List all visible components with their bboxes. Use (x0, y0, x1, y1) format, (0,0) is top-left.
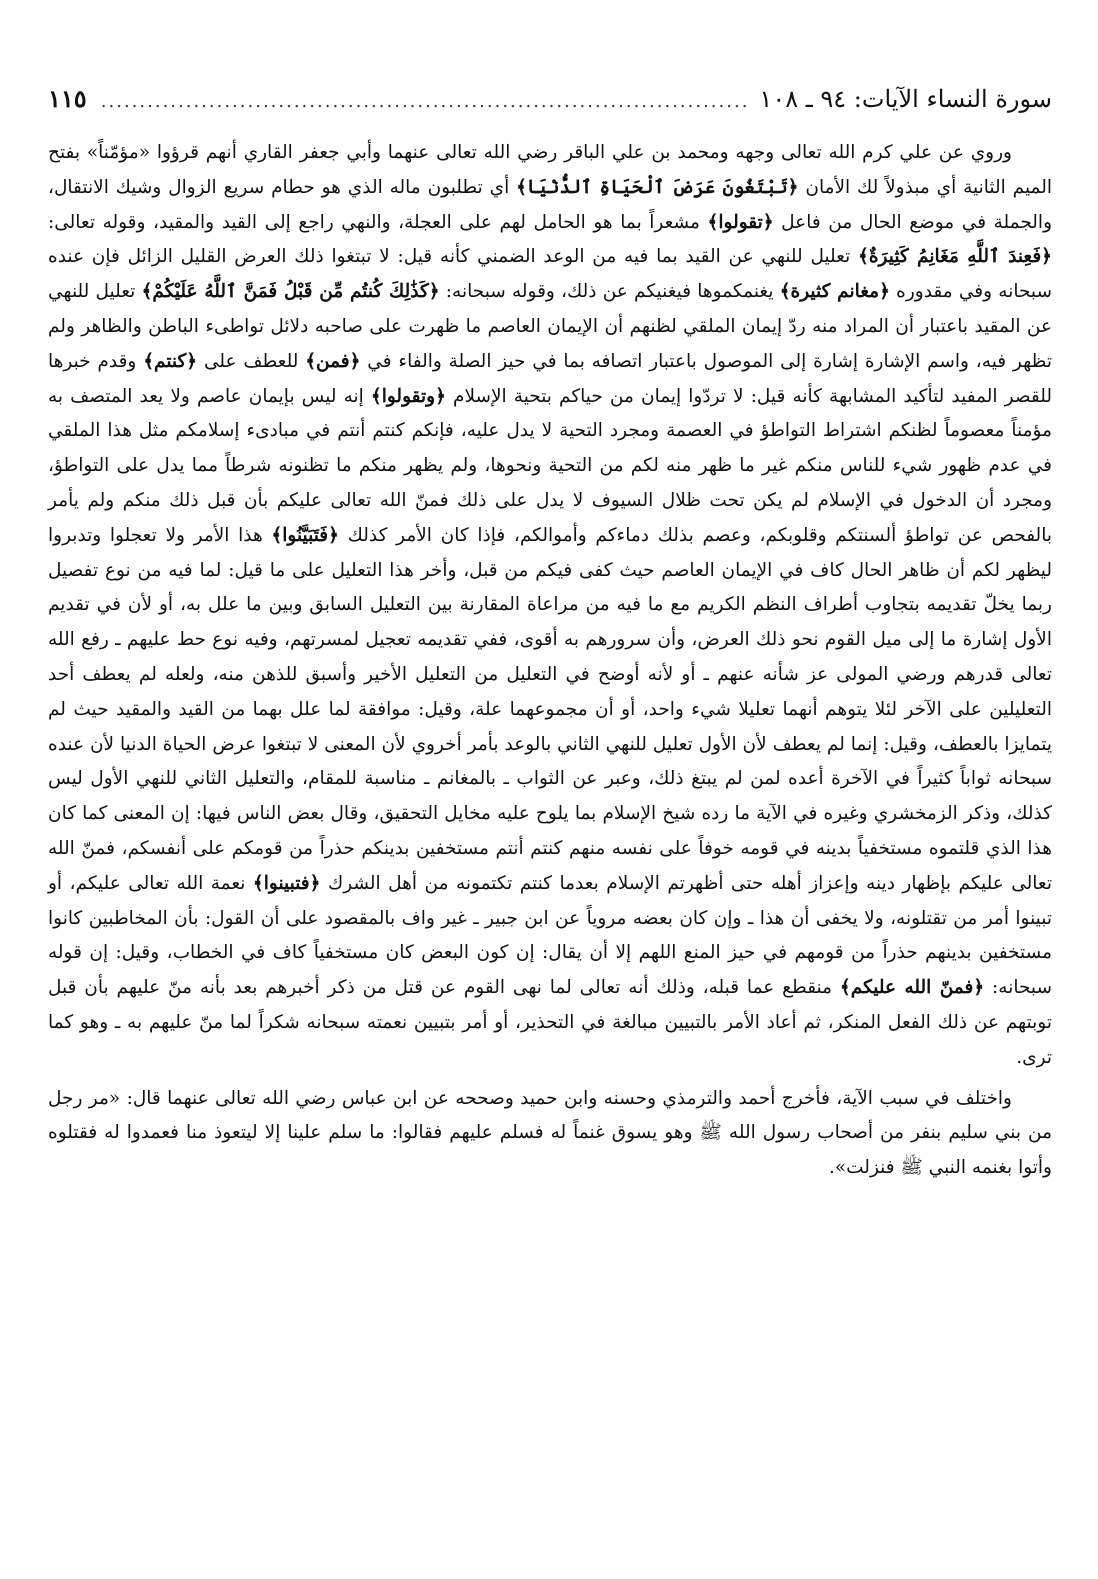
paragraph-text: أي تطلبون ماله الذي هو حطام سريع الزوال وشيك الانتقال، والجملة في موضع الحال من فاعل (48, 176, 1052, 233)
paragraph-text: للعطف على (197, 350, 306, 372)
paragraph-text: يغنمكموها فيغنيكم عن ذلك، وقوله سبحانه: (439, 281, 780, 303)
quran-quote: ﴿فَتَبَيَّنُوا﴾ (271, 524, 339, 546)
quran-quote: ﴿فَعِندَ ٱللَّهِ مَغَانِمُ كَثِيرَةٌ﴾ (858, 246, 1053, 268)
paragraph-text: واختلف في سبب الآية، فأخرج أحمد والترمذي وحسنه وابن حميد وصححه عن ابن عباس رضي الله تعالى عنهما قال: «مر رجل من بني سليم بنفر من أصحاب رسول الله ﷺ وهو يسوق غنماً له فسلم عليهم فقالوا: ما سلم علينا إلا ليتعوذ منا فعمدوا له فقتلوه وأتوا بغنمه النبي ﷺ فنزلت». (48, 1087, 1052, 1179)
quran-quote: ﴿فمنّ الله عليكم﴾ (839, 977, 985, 999)
paragraph-text: هذا الأمر ولا تعجلوا وتدبروا ليظهر لكم أن ظاهر الحال كاف في الإيمان العاصم حيث كفى فيكم من قبل، وأخر هذا التعليل على ما قيل: لما فيه من نوع تفصيل ربما يخلّ تقديمه بتجاوب أطراف النظم الكريم مع ما فيه من مراعاة المقارنة بين التعليل السابق وبين ما علل به، أو لأن في تقديم الأول إشارة ما إلى ميل القوم نحو ذلك العرض، وأن سرورهم به أقوى، ففي تقديمه تعجيل لمسرتهم، وفيه نوع حط عليهم ـ رفع الله تعالى قدرهم ورضي المولى عز شأنه عنهم ـ أو لأنه أوضح في التعليل من التعليل الأخير وأسبق للذهن منه، ولعله لم يعطف أحد التعليلين على الآخر لئلا يتوهم أنهما تعليلا شيء واحد، أو أن مجموعهما علة، وقيل: موافقة لما علل بهما من القيد والمقيد حيث لم يتمايزا بالعطف، وقيل: إنما لم يعطف لأن الأول تعليل للنهي الثاني بالوعد بأمر أخروي لأن المعنى لا تبتغوا عرض الحياة الدنيا لأن عنده سبحانه ثواباً كثيراً في الآخرة أعده لمن لم يبتغ ذلك، وعبر عن الثواب ـ بالمغانم ـ مناسبة للمقام، والتعليل الثاني للنهي الأول ليس كذلك، وذكر الزمخشري وغيره في الآية ما رده شيخ الإسلام بما يلوح عليه مخايل التحقيق، وقال بعض الناس فيها: إن المعنى كما كان هذا الذي قلتموه مستخفياً بدينه في قومه خوفاً على نفسه منهم كنتم أنتم مستخفين بدينكم حذراً من قومكم على أنفسكم، فمنّ الله تعالى عليكم بإظهار دينه وإعزاز أهله حتى أظهرتم الإسلام بعدما كنتم تكتمونه من أهل الشرك (48, 524, 1053, 894)
paragraph-text: نعمة الله تعالى عليكم، أو تبينوا أمر من تقتلونه، ولا يخفى أن هذا ـ وإن كان بعضه مروياً عن ابن جبير ـ غير واف بالمقصود على أن القول: بأن المخاطبين كانوا مستخفين بدينهم حذراً من قومهم في حيز المنع اللهم إلا أن يقال: إن كون البعض كان مستخفياً كاف في الخطاب، وقيل: إن قوله سبحانه: (48, 872, 1053, 999)
header-leader-dots (97, 91, 750, 112)
paragraph-text: تعليل للنهي عن المقيد باعتبار أن المراد منه ردّ إيمان الملقي لظنهم أن الإيمان العاصم ما ظهرت على صاحبه دلائل تواطىء الباطن والظاهر ولم تظهر فيه، واسم الإشارة إشارة إلى الموصول باعتبار اتصافه بما في حيز الصلة والفاء في (48, 281, 1052, 372)
surah-title: سورة النساء الآيات: ٩٤ ـ ١٠٨ (759, 85, 1052, 113)
paragraph-text: وروي عن علي كرم الله تعالى وجهه ومحمد بن علي الباقر رضي الله تعالى عنهما وأبي جعفر القاري أنهم قرؤوا «مؤمّناً» بفتح الميم الثانية أي مبذولاً لك الأمان (48, 142, 1053, 198)
book-page (48, 84, 1052, 1554)
quran-quote: ﴿تَبْتَغُونَ عَرَضَ ٱلْحَيَاةِ ٱلدُّنْيَا﴾ (516, 176, 799, 198)
paragraph-text: وقدم خبرها للقصر المفيد لتأكيد المشابهة كأنه قيل: لا تردّوا إيمان من حياكم بتحية الإسلام (48, 350, 1052, 407)
paragraph (48, 136, 1052, 1076)
paragraph (48, 1082, 1052, 1186)
quran-quote: ﴿تقولوا﴾ (707, 211, 774, 233)
quran-quote: ﴿كَذَٰلِكَ كُنتُم مِّن قَبْلُ فَمَنَّ ٱللَّهُ عَلَيْكُمْ﴾ (141, 281, 440, 303)
quran-quote: ﴿فمن﴾ (305, 350, 361, 372)
quran-quote: ﴿فتبينوا﴾ (252, 872, 321, 894)
paragraph-text: منقطع عما قبله، وذلك أنه تعالى لما نهى القوم عن قتل من ذكر أخبرهم بعد بأنه منّ عليهم بأن قبل توبتهم عن ذلك الفعل المنكر، ثم أعاد الأمر بالتبيين مبالغة في التحذير، أو أمر بتبيين نعمته سبحانه شكراً لما منّ عليهم به ـ وهو كما ترى. (48, 977, 1052, 1068)
quran-quote: ﴿وتقولوا﴾ (370, 385, 446, 407)
page-number: ١١٥ (48, 84, 87, 113)
paragraph-text: مشعراً بما هو الحامل لهم على العجلة، والنهي راجع إلى القيد والمقيد، وقوله تعالى: (48, 211, 708, 233)
quran-quote: ﴿مغانم كثيرة﴾ (779, 281, 890, 303)
page-body (48, 136, 1052, 1186)
running-header (48, 84, 1052, 124)
paragraph-text: تعليل للنهي عن القيد بما فيه من الوعد الضمني كأنه قيل: لا تبتغوا ذلك العرض القليل الزائل فإن عنده سبحانه وفي مقدوره (48, 246, 1053, 303)
quran-quote: ﴿كنتم﴾ (143, 350, 198, 372)
paragraph-text: إنه ليس بإيمان عاصم ولا يعد المتصف به مؤمناً معصوماً لظنكم اشتراط التواطؤ في العصمة ومجرد التحية لا يدل عليه، فإنكم كنتم أنتم في مبادىء إسلامكم مثل هذا الملقي في عدم ظهور شيء للناس منكم غير ما ظهر منه لكم من التحية ونحوها، ولم يظهر منكم ما تظنونه شرطاً مما يدل على التواطؤ، ومجرد أن الدخول في الإسلام لم يكن تحت ظلال السيوف لا يدل على ذلك فمنّ الله تعالى عليكم بأن قبل ذلك منكم ولم يأمر بالفحص عن تواطؤ ألسنتكم وقلوبكم، وعصم بذلك دماءكم وأموالكم، فإذا كان الأمر كذلك (48, 385, 1052, 546)
